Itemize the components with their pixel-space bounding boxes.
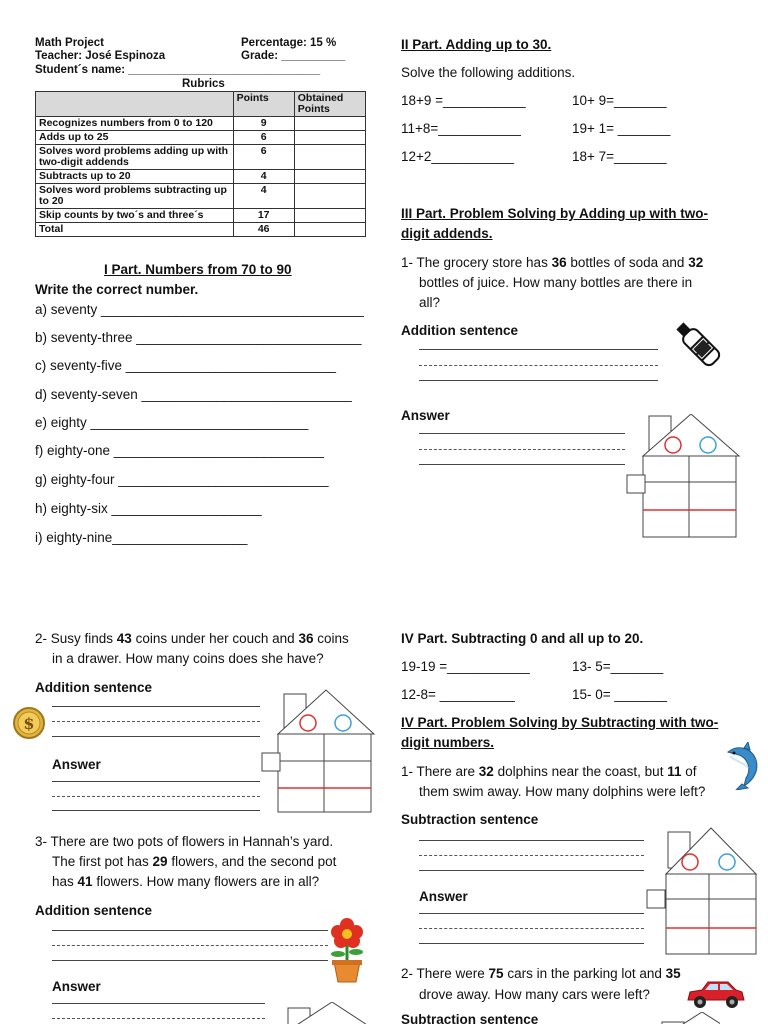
question-text-part: The first pot has (52, 854, 153, 869)
answer-line[interactable] (419, 432, 625, 434)
answer-label: Answer (401, 408, 450, 423)
place-value-house (626, 414, 742, 540)
answer-line[interactable] (52, 735, 260, 737)
grade-field[interactable]: Grade: __________ (241, 50, 346, 62)
obtained-points-header: Obtained Points (294, 92, 365, 117)
subtraction-problem[interactable]: 12-8= __________ (401, 687, 515, 702)
obtained-cell[interactable] (294, 209, 365, 223)
table-row (36, 184, 366, 209)
rubrics-title: Rubrics (182, 78, 225, 90)
rubrics-header-row (36, 92, 366, 117)
subtraction-problem[interactable]: 19-19 =___________ (401, 659, 530, 674)
question-text-part: coins under her couch and (131, 631, 299, 646)
addition-problem[interactable]: 19+ 1= _______ (572, 121, 671, 136)
table-row (36, 131, 366, 145)
part1-instruction: Write the correct number. (35, 282, 199, 297)
answer-line[interactable] (419, 912, 644, 914)
list-item[interactable]: a) seventy ___________________________________ (35, 302, 364, 317)
question-text: bottles of juice. How many bottles are there in (419, 275, 693, 290)
rubrics-table (35, 91, 366, 237)
part4-title: IV Part. Subtracting 0 and all up to 20. (401, 631, 644, 646)
number: 11 (667, 764, 682, 779)
project-title: Math Project (35, 37, 105, 49)
answer-line[interactable] (52, 959, 328, 961)
question-text-part: 2- There were (401, 966, 489, 981)
answer-line[interactable] (419, 463, 625, 465)
place-value-house (261, 688, 377, 814)
answer-label: Answer (52, 979, 101, 994)
answer-line[interactable] (52, 780, 260, 782)
question-text (401, 764, 697, 779)
list-item[interactable]: i) eighty-nine__________________ (35, 530, 248, 545)
question-text-part: cars in the parking lot and (503, 966, 666, 981)
points-value: 4 (233, 170, 294, 184)
subtraction-sentence-label: Subtraction sentence (401, 812, 539, 827)
answer-line[interactable] (419, 448, 625, 450)
number: 41 (77, 874, 93, 889)
criterion: Solves word problems adding up with two-digit addends (36, 145, 234, 170)
list-item[interactable]: h) eighty-six ____________________ (35, 501, 262, 516)
question-text (35, 631, 349, 646)
subtraction-sentence-label: Subtraction sentence (401, 1012, 539, 1027)
list-item[interactable]: e) eighty _____________________________ (35, 415, 309, 430)
obtained-cell[interactable] (294, 145, 365, 170)
part2-instruction: Solve the following additions. (401, 65, 576, 80)
obtained-cell[interactable] (294, 170, 365, 184)
obtained-cell[interactable] (294, 117, 365, 131)
table-row (36, 223, 366, 237)
number: 36 (298, 631, 314, 646)
addition-problem[interactable]: 18+9 =___________ (401, 93, 526, 108)
question-text-part: coins (313, 631, 349, 646)
place-value-house (645, 826, 761, 956)
answer-line[interactable] (52, 1017, 265, 1019)
answer-line[interactable] (419, 854, 644, 856)
question-text-part: 1- The grocery store has (401, 255, 552, 270)
criterion: Skip counts by two´s and three´s (36, 209, 234, 223)
question-text (52, 874, 319, 889)
answer-line[interactable] (419, 869, 644, 871)
addition-problem[interactable]: 12+2___________ (401, 149, 514, 164)
addition-sentence-label: Addition sentence (35, 903, 153, 918)
percentage: Percentage: 15 % (241, 37, 337, 49)
answer-line[interactable] (52, 705, 260, 707)
list-item[interactable]: b) seventy-three ______________________________ (35, 330, 362, 345)
question-text (52, 854, 336, 869)
table-row (36, 209, 366, 223)
addition-sentence-label: Addition sentence (401, 323, 519, 338)
question-text: all? (419, 295, 441, 310)
question-text-part: bottles of soda and (566, 255, 689, 270)
number: 75 (488, 966, 504, 981)
answer-line[interactable] (419, 379, 658, 381)
points-value: 9 (233, 117, 294, 131)
obtained-cell[interactable] (294, 223, 365, 237)
obtained-cell[interactable] (294, 184, 365, 209)
answer-line[interactable] (52, 720, 260, 722)
student-name-field[interactable]: Student´s name: ______________________________ (35, 64, 321, 76)
answer-line[interactable] (52, 1002, 265, 1004)
number: 36 (551, 255, 567, 270)
points-value: 6 (233, 131, 294, 145)
answer-line[interactable] (52, 929, 328, 931)
number: 32 (688, 255, 704, 270)
flower-icon (326, 916, 368, 984)
dolphin-icon (722, 742, 762, 790)
answer-line[interactable] (419, 348, 658, 350)
criterion: Solves word problems subtracting up to 20 (36, 184, 234, 209)
question-text (401, 966, 681, 981)
question-text (401, 255, 703, 270)
table-row (36, 170, 366, 184)
place-value-house (660, 1012, 720, 1024)
part1-title: I Part. Numbers from 70 to 90 (104, 262, 292, 277)
obtained-cell[interactable] (294, 131, 365, 145)
addition-problem[interactable]: 10+ 9=_______ (572, 93, 667, 108)
answer-line[interactable] (419, 364, 658, 366)
part4b-title-line1: IV Part. Problem Solving by Subtracting with two- (401, 715, 719, 730)
points-value: 46 (233, 223, 294, 237)
list-item[interactable]: g) eighty-four ____________________________ (35, 472, 329, 487)
part3-title-line2: digit addends. (401, 226, 493, 241)
question-text: in a drawer. How many coins does she have? (52, 651, 324, 666)
points-value: 4 (233, 184, 294, 209)
answer-label: Answer (52, 757, 101, 772)
criterion: Recognizes numbers from 0 to 120 (36, 117, 234, 131)
coin-icon (12, 706, 46, 740)
addition-problem[interactable]: 18+ 7=_______ (572, 149, 667, 164)
answer-label: Answer (419, 889, 468, 904)
bottle-icon (668, 314, 730, 376)
points-header: Points (233, 92, 294, 117)
car-icon (684, 980, 746, 1010)
answer-line[interactable] (52, 809, 260, 811)
table-row (36, 145, 366, 170)
answer-line[interactable] (419, 839, 644, 841)
number: 35 (665, 966, 681, 981)
addition-problem[interactable]: 11+8=___________ (401, 121, 521, 136)
svg-text:$: $ (23, 714, 35, 733)
answer-line[interactable] (419, 942, 644, 944)
list-item[interactable]: c) seventy-five ____________________________ (35, 358, 337, 373)
points-value: 17 (233, 209, 294, 223)
answer-line[interactable] (52, 795, 260, 797)
place-value-house (286, 1002, 366, 1024)
question-text-part: dolphins near the coast, but (493, 764, 668, 779)
criterion: Total (36, 223, 234, 237)
subtraction-problem[interactable]: 15- 0= _______ (572, 687, 667, 702)
answer-line[interactable] (419, 927, 644, 929)
number: 43 (116, 631, 132, 646)
criterion: Adds up to 25 (36, 131, 234, 145)
question-text-part: of (681, 764, 697, 779)
number: 32 (478, 764, 494, 779)
question-text-part: flowers. How many flowers are in all? (92, 874, 320, 889)
question-text: them swim away. How many dolphins were left? (419, 784, 706, 799)
question-text: drove away. How many cars were left? (419, 987, 650, 1002)
number: 29 (152, 854, 168, 869)
list-item[interactable]: d) seventy-seven ____________________________ (35, 387, 352, 402)
addition-sentence-label: Addition sentence (35, 680, 153, 695)
points-value: 6 (233, 145, 294, 170)
part2-title: II Part. Adding up to 30. (401, 37, 552, 52)
question-text-part: 1- There are (401, 764, 479, 779)
criterion: Subtracts up to 20 (36, 170, 234, 184)
teacher-name: Teacher: José Espinoza (35, 50, 166, 62)
question-text: 3- There are two pots of flowers in Hannah’s yard. (35, 834, 334, 849)
question-text-part: has (52, 874, 78, 889)
question-text-part: flowers, and the second pot (167, 854, 337, 869)
part4b-title-line2: digit numbers. (401, 735, 495, 750)
subtraction-problem[interactable]: 13- 5=_______ (572, 659, 664, 674)
answer-line[interactable] (52, 944, 328, 946)
list-item[interactable]: f) eighty-one ____________________________ (35, 443, 325, 458)
part3-title-line1: III Part. Problem Solving by Adding up with two- (401, 206, 708, 221)
table-row (36, 117, 366, 131)
question-text-part: 2- Susy finds (35, 631, 117, 646)
